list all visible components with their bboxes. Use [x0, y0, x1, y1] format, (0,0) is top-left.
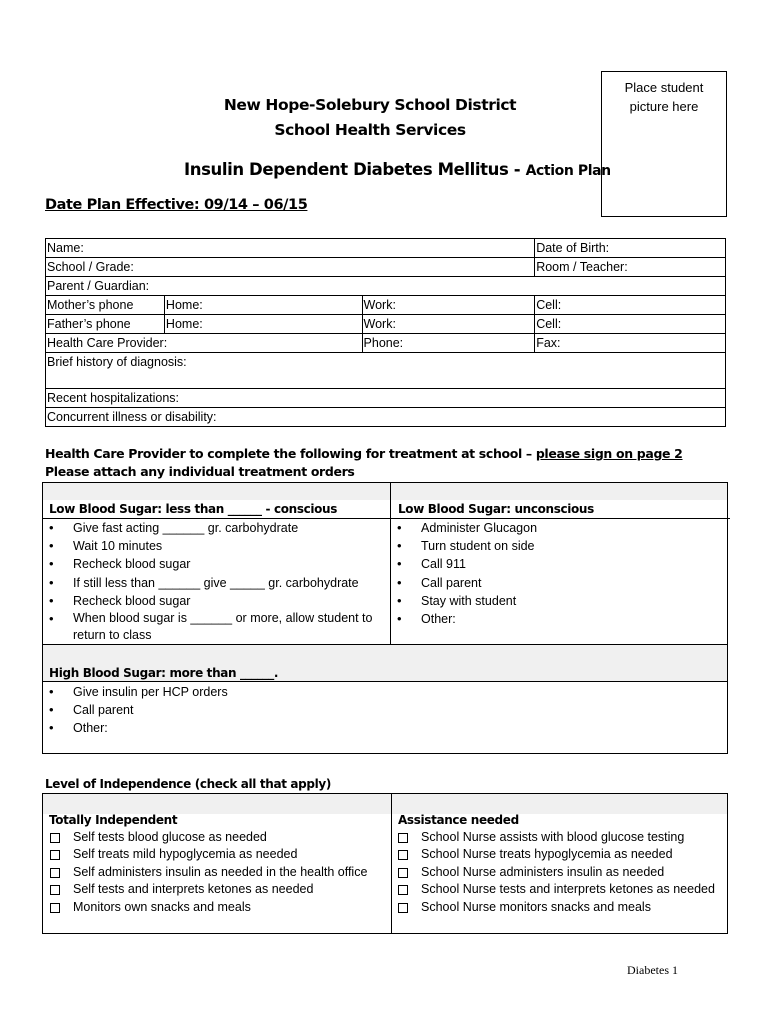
- low-conscious-list: [44, 519, 390, 644]
- father-work-field[interactable]: Work:: [362, 315, 535, 334]
- assistance-needed-heading: Assistance needed: [398, 813, 519, 827]
- father-home-field[interactable]: Home:: [164, 315, 362, 334]
- list-item: • Give fast acting ______ gr. carbohydrate: [44, 519, 390, 537]
- parent-guardian-field[interactable]: Parent / Guardian:: [46, 277, 726, 296]
- hcp-field[interactable]: Health Care Provider:: [46, 334, 363, 353]
- checkbox-item[interactable]: [392, 846, 715, 863]
- low-unconscious-heading: Low Blood Sugar: unconscious: [398, 502, 594, 516]
- checkbox-item[interactable]: [44, 864, 367, 881]
- room-teacher-field[interactable]: Room / Teacher:: [535, 258, 726, 277]
- school-grade-field[interactable]: School / Grade:: [46, 258, 535, 277]
- list-item: • Give insulin per HCP orders: [44, 683, 444, 701]
- totally-independent-list: [44, 829, 367, 916]
- photo-box-line1: Place student: [624, 80, 704, 95]
- treatment-divider: [390, 483, 391, 644]
- list-item: • Administer Glucagon: [392, 519, 722, 537]
- list-item: • Call parent: [392, 574, 722, 592]
- dob-field[interactable]: Date of Birth:: [535, 239, 726, 258]
- plan-title: [184, 160, 611, 179]
- mother-cell-field[interactable]: Cell:: [535, 296, 726, 315]
- checkbox-item[interactable]: [392, 899, 715, 916]
- checkbox-icon[interactable]: [50, 885, 60, 895]
- checkbox-icon[interactable]: [398, 903, 408, 913]
- name-field[interactable]: Name:: [46, 239, 535, 258]
- list-item: • Call parent: [44, 701, 444, 719]
- checkbox-item[interactable]: [392, 829, 715, 846]
- checkbox-icon[interactable]: [50, 903, 60, 913]
- father-cell-field[interactable]: Cell:: [535, 315, 726, 334]
- list-item: • Recheck blood sugar: [44, 592, 390, 610]
- independence-heading: Level of Independence (check all that apply): [45, 777, 332, 791]
- low-conscious-heading: Low Blood Sugar: less than ______ - conscious: [49, 502, 338, 516]
- checkbox-icon[interactable]: [50, 850, 60, 860]
- checkbox-label: School Nurse administers insulin as needed: [421, 864, 665, 879]
- assistance-needed-list: [392, 829, 715, 916]
- checkbox-label: Monitors own snacks and meals: [73, 899, 251, 914]
- independence-header-band: [43, 794, 727, 814]
- father-phone-label: Father’s phone: [46, 315, 165, 334]
- checkbox-label: Self tests blood glucose as needed: [73, 830, 267, 844]
- photo-box-line2: picture here: [629, 99, 699, 114]
- checkbox-icon[interactable]: [50, 833, 60, 843]
- treatment-header-band: [43, 483, 727, 500]
- hcp-instruction: [45, 446, 683, 461]
- department-title: School Health Services: [274, 121, 466, 139]
- district-title: New Hope-Solebury School District: [223, 96, 517, 114]
- plan-title-main: Insulin Dependent Diabetes Mellitus -: [184, 160, 526, 179]
- date-effective: Date Plan Effective: 09/14 – 06/15: [45, 197, 308, 213]
- checkbox-label: Self administers insulin as needed in the health office: [73, 864, 368, 879]
- totally-independent-heading: Totally Independent: [49, 813, 178, 827]
- page-footer: Diabetes 1: [627, 963, 678, 977]
- checkbox-label: School Nurse assists with blood glucose testing: [421, 830, 685, 844]
- checkbox-label: School Nurse treats hypoglycemia as needed: [421, 847, 673, 862]
- checkbox-label: School Nurse monitors snacks and meals: [421, 899, 651, 914]
- student-photo-box: [601, 71, 727, 217]
- high-list: [44, 683, 444, 738]
- checkbox-item[interactable]: [392, 864, 715, 881]
- list-item: • If still less than ______ give _____ gr. carbohydrate: [44, 574, 390, 592]
- mother-home-field[interactable]: Home:: [164, 296, 362, 315]
- checkbox-icon[interactable]: [398, 885, 408, 895]
- hcp-phone-field[interactable]: Phone:: [362, 334, 535, 353]
- high-heading: High Blood Sugar: more than ______.: [49, 666, 279, 680]
- hospitalizations-field[interactable]: Recent hospitalizations:: [46, 389, 726, 408]
- checkbox-item[interactable]: [44, 899, 367, 916]
- mother-phone-label: Mother’s phone: [46, 296, 165, 315]
- list-item: • Other:: [44, 719, 444, 737]
- independence-table: [42, 793, 728, 934]
- low-unconscious-list: [392, 519, 722, 628]
- checkbox-label: School Nurse tests and interprets ketones as needed: [421, 882, 715, 897]
- list-item: • Recheck blood sugar: [44, 555, 390, 573]
- sign-page-2-note: please sign on page 2: [535, 446, 683, 461]
- mother-work-field[interactable]: Work:: [362, 296, 535, 315]
- student-info-table: [45, 238, 726, 427]
- treatment-rule-3: [43, 681, 727, 682]
- list-item: • When blood sugar is ______ or more, allow student to return to class: [44, 610, 390, 644]
- attach-orders-note: Please attach any individual treatment orders: [45, 464, 355, 479]
- list-item: • Wait 10 minutes: [44, 537, 390, 555]
- plan-title-sub: Action Plan: [525, 163, 611, 179]
- list-item: • Stay with student: [392, 592, 722, 610]
- checkbox-icon[interactable]: [398, 833, 408, 843]
- history-field[interactable]: Brief history of diagnosis:: [46, 353, 726, 389]
- treatment-rule-2: [43, 644, 727, 645]
- checkbox-label: Self tests and interprets ketones as needed: [73, 882, 314, 897]
- list-item: • Turn student on side: [392, 537, 722, 555]
- checkbox-label: Self treats mild hypoglycemia as needed: [73, 847, 298, 862]
- hcp-fax-field[interactable]: Fax:: [535, 334, 726, 353]
- checkbox-item[interactable]: [392, 881, 715, 898]
- treatment-table: [42, 482, 728, 754]
- checkbox-icon[interactable]: [50, 868, 60, 878]
- checkbox-item[interactable]: [44, 881, 367, 898]
- checkbox-item[interactable]: [44, 846, 367, 863]
- concurrent-illness-field[interactable]: Concurrent illness or disability:: [46, 408, 726, 427]
- list-item: • Other:: [392, 610, 722, 628]
- hcp-instruction-text: Health Care Provider to complete the following for treatment at school –: [45, 446, 536, 461]
- list-item: • Call 911: [392, 555, 722, 573]
- checkbox-item[interactable]: [44, 829, 367, 846]
- checkbox-icon[interactable]: [398, 868, 408, 878]
- checkbox-icon[interactable]: [398, 850, 408, 860]
